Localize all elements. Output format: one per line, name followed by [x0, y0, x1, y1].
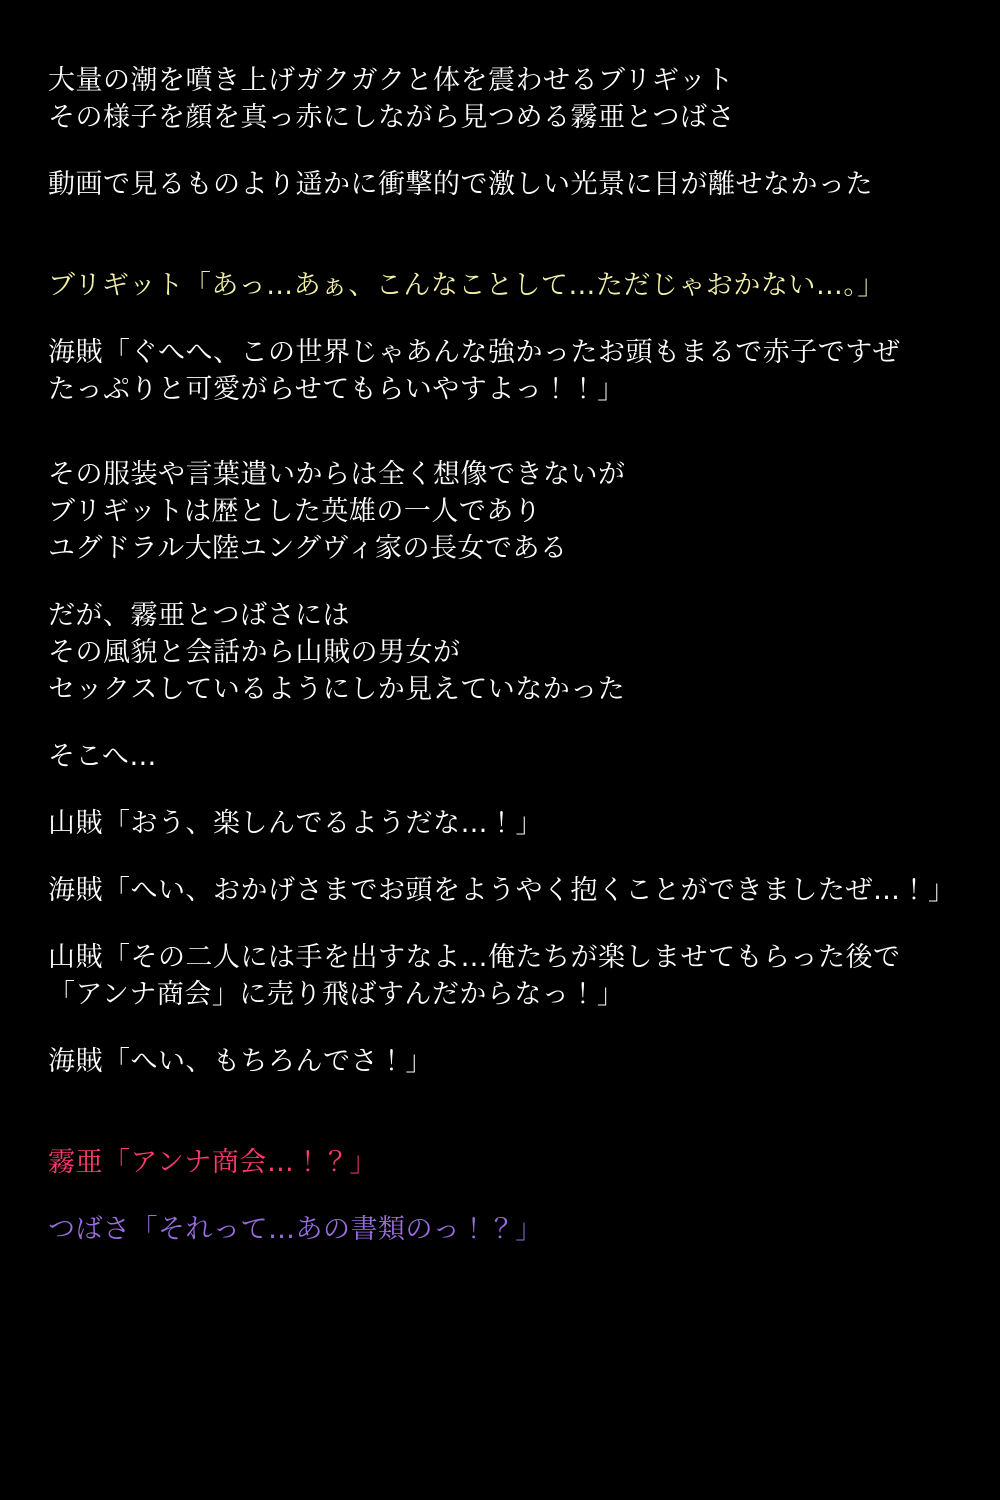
- spacer: [48, 304, 968, 334]
- text-line: たっぷりと可愛がらせてもらいやすよっ！！」: [48, 374, 625, 405]
- text-line: その様子を顔を真っ赤にしながら見つめる霧亜とつばさ: [48, 102, 735, 133]
- dialogue-brigitte: [48, 267, 968, 304]
- spacer: [48, 408, 968, 456]
- narration-kiria-tsubasa-view: [48, 597, 968, 708]
- narration-shock: [48, 166, 968, 203]
- spacer: [48, 842, 968, 872]
- story-text-container: [48, 62, 968, 1248]
- text-line: セックスしているようにしか見えていなかった: [48, 674, 626, 705]
- text-line: そこへ…: [48, 741, 157, 772]
- text-line: 海賊「ぐへへ、この世界じゃあんな強かったお頭もまるで赤子ですぜ: [48, 337, 901, 368]
- dialogue-bandit-2: [48, 939, 968, 1013]
- spacer: [48, 708, 968, 738]
- text-line: ブリギットは歴とした英雄の一人であり: [48, 496, 542, 527]
- spacer: [48, 1181, 968, 1211]
- dialogue-pirate-2: [48, 872, 968, 909]
- text-line: 大量の潮を噴き上げガクガクと体を震わせるブリギット: [48, 65, 734, 96]
- spacer: [48, 775, 968, 805]
- text-line: つばさ「それって…あの書類のっ！？」: [48, 1214, 543, 1245]
- spacer: [48, 136, 968, 166]
- spacer: [48, 909, 968, 939]
- text-line: 海賊「へい、おかげさまでお頭をようやく抱くことができましたぜ…！」: [48, 875, 956, 906]
- narration-opening: [48, 62, 968, 136]
- narration-brigitte-background: [48, 456, 968, 567]
- text-line: その風貌と会話から山賊の男女が: [48, 637, 461, 668]
- text-line: ブリギット「あっ…あぁ、こんなことして…ただじゃおかない…。」: [48, 270, 885, 301]
- spacer: [48, 1013, 968, 1043]
- spacer: [48, 203, 968, 267]
- spacer: [48, 1080, 968, 1144]
- text-line: 霧亜「アンナ商会…！？」: [48, 1147, 377, 1178]
- text-line: その服装や言葉遣いからは全く想像できないが: [48, 459, 626, 490]
- text-line: 山賊「その二人には手を出すなよ…俺たちが楽しませてもらった後で: [48, 942, 901, 973]
- dialogue-bandit-1: [48, 805, 968, 842]
- text-line: ユグドラル大陸ユングヴィ家の長女である: [48, 533, 568, 564]
- text-line: 海賊「へい、もちろんでさ！」: [48, 1046, 433, 1077]
- dialogue-tsubasa: [48, 1211, 968, 1248]
- dialogue-pirate-3: [48, 1043, 968, 1080]
- dialogue-kiria: [48, 1144, 968, 1181]
- spacer: [48, 567, 968, 597]
- text-line: 山賊「おう、楽しんでるようだな…！」: [48, 808, 543, 839]
- narration-transition: [48, 738, 968, 775]
- dialogue-pirate-1: [48, 334, 968, 408]
- text-line: だが、霧亜とつばさには: [48, 600, 350, 631]
- text-line: 動画で見るものより遥かに衝撃的で激しい光景に目が離せなかった: [48, 169, 873, 200]
- text-line: 「アンナ商会」に売り飛ばすんだからなっ！」: [48, 979, 625, 1010]
